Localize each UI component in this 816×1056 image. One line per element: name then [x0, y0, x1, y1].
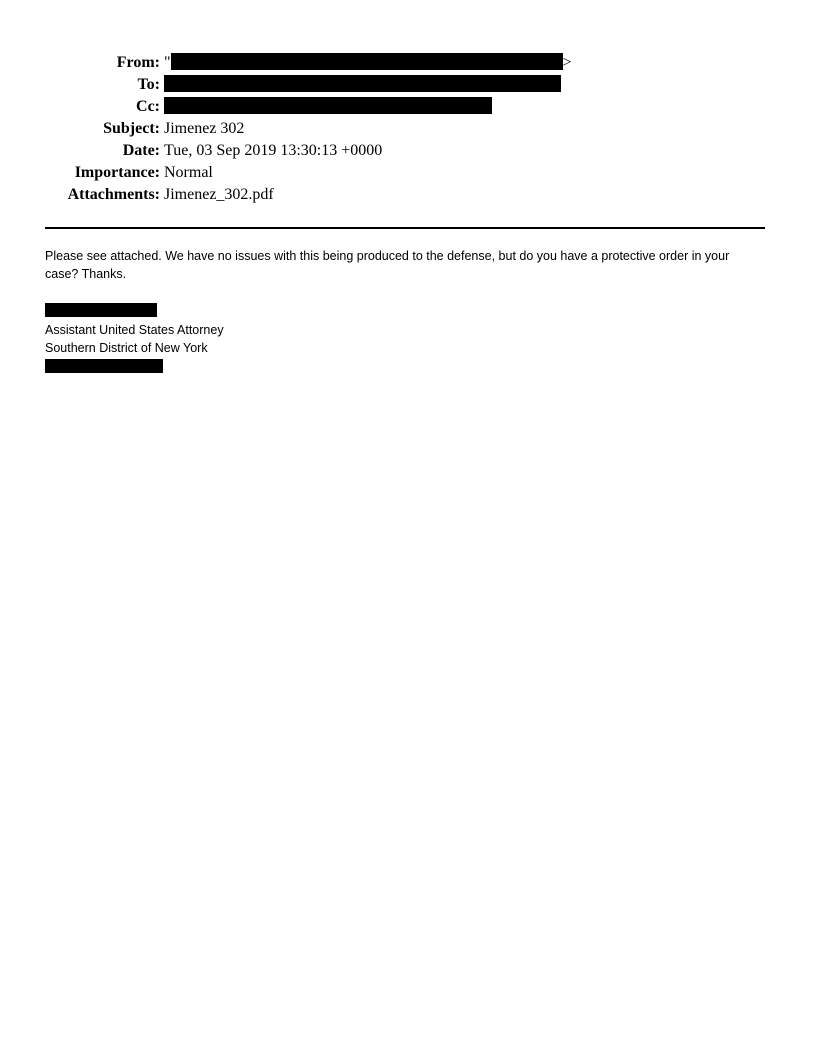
- cc-row: [30, 96, 770, 118]
- signature-contact-redaction: [45, 359, 163, 373]
- attachment-filename: Jimenez_302.pdf: [164, 186, 274, 203]
- email-header: [30, 52, 770, 206]
- signature-name-redaction: [45, 303, 157, 317]
- from-quote: ": [164, 54, 171, 71]
- importance-value: Normal: [164, 164, 213, 181]
- cc-value: [164, 96, 492, 118]
- subject-value: Jimenez 302: [164, 120, 245, 137]
- signature-block: [45, 303, 224, 373]
- signature-title: Assistant United States Attorney: [45, 323, 224, 337]
- to-value: [164, 74, 561, 96]
- from-redaction: [171, 53, 563, 70]
- to-redaction: [164, 75, 561, 92]
- from-row: [30, 52, 770, 74]
- subject-label: Subject:: [103, 120, 160, 137]
- from-closing-bracket: >: [562, 54, 572, 71]
- header-divider: [45, 227, 765, 229]
- attachments-label: Attachments:: [67, 186, 160, 203]
- cc-redaction: [164, 97, 492, 114]
- attachments-row: [30, 184, 770, 206]
- importance-row: [30, 162, 770, 184]
- date-label: Date:: [122, 142, 160, 159]
- date-row: [30, 140, 770, 162]
- to-row: [30, 74, 770, 96]
- date-value: Tue, 03 Sep 2019 13:30:13 +0000: [164, 142, 383, 159]
- cc-label: Cc:: [136, 98, 160, 115]
- email-body: Please see attached. We have no issues with this being produced to the defense, but do you have a protective order in your case? Thanks.: [45, 249, 730, 281]
- signature-office: Southern District of New York: [45, 341, 208, 355]
- to-label: To:: [137, 76, 160, 93]
- subject-row: [30, 118, 770, 140]
- from-value: [164, 52, 572, 74]
- from-label: From:: [116, 54, 160, 71]
- importance-label: Importance:: [74, 164, 160, 181]
